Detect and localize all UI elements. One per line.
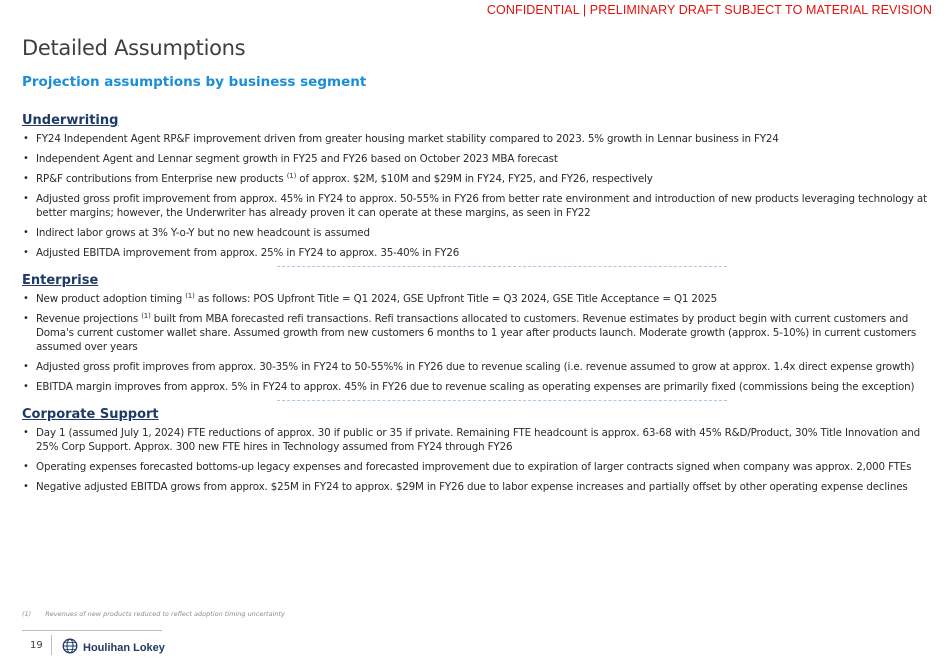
bullet-list	[22, 292, 932, 394]
section-enterprise	[22, 273, 932, 394]
bullet-item: • Revenue projections $^{(1)}$ built from MBA forecasted refi transactions. Refi transactions allocated to customers. Revenue estimates by product begin with current customers and Doma's current customer wallet share. Assumed growth from new customers 6 months to 1 year after products launch. Moderate growth (approx. 5-10%) in current customers assumed over years	[23, 312, 917, 353]
confidential-banner: CONFIDENTIAL | PRELIMINARY DRAFT SUBJECT TO MATERIAL REVISION	[486, 3, 932, 17]
bullet-item: • Adjusted EBITDA improvement from approx. 25% in FY24 to approx. 35-40% in FY26	[23, 247, 460, 259]
globe-icon	[62, 638, 78, 658]
page-subtitle: Projection assumptions by business segment	[22, 74, 367, 90]
footnote-text: Revenues of new products reduced to reflect adoption timing uncertainty	[45, 610, 285, 618]
section-divider	[277, 400, 727, 401]
bullet-item: • Independent Agent and Lennar segment growth in FY25 and FY26 based on October 2023 MBA forecast	[23, 153, 558, 165]
bullet-item: • Adjusted gross profit improvement from approx. 45% in FY24 to approx. 50-55% in FY26 from better rate environment and introduction of new products leveraging technology at better margins; however, the Underwriter has already proven it can operate at these margins, as seen in FY22	[23, 193, 927, 219]
footnote	[22, 610, 285, 618]
footnote-ref: (1)	[141, 312, 151, 320]
bullet-item: • Adjusted gross profit improves from approx. 30-35% in FY24 to 50-55%% in FY26 due to revenue scaling (i.e. revenue assumed to grow at approx. 1.4x direct expense growth)	[23, 361, 915, 373]
content-area	[22, 113, 932, 500]
bullet-item: • EBITDA margin improves from approx. 5% in FY24 to approx. 45% in FY26 due to revenue scaling as operating expenses are primarily fixed (commissions being the exception)	[23, 381, 915, 393]
footnote-number: (1)	[22, 610, 32, 618]
section-underwriting	[22, 113, 932, 260]
footnote-ref: (1)	[286, 172, 297, 180]
bullet-item: • Indirect labor grows at 3% Y-o-Y but no new headcount is assumed	[23, 227, 370, 239]
bullet-item: • RP&F contributions from Enterprise new products $^{(1)}$ of approx. $2M, $10M and $29M in FY24, FY25, and FY26, respectively	[23, 172, 653, 185]
bullet-item: • FY24 Independent Agent RP&F improvement driven from greater housing market stability compared to 2023. 5% growth in Lennar business in FY24	[23, 133, 779, 145]
bullet-list	[22, 132, 932, 260]
bullet-item: • New product adoption timing $^{(1)}$ as follows: POS Upfront Title = Q1 2024, GSE Upfront Title = Q3 2024, GSE Title Acceptance = Q1 2025	[23, 292, 718, 305]
brand-name: Houlihan Lokey	[83, 642, 165, 654]
brand-logo	[62, 638, 165, 658]
footer-separator	[51, 635, 52, 655]
bullet-item: • Day 1 (assumed July 1, 2024) FTE reductions of approx. 30 if public or 35 if private. Remaining FTE headcount is approx. 63-68 with 45% R&D/Product, 30% Title Innovation and 25% Corp Support. Approx. 300 new FTE hires in Technology assumed from FY24 through FY26	[23, 427, 921, 453]
section-title: Enterprise	[22, 273, 99, 288]
section-title: Corporate Support	[22, 407, 159, 422]
bullet-item: • Operating expenses forecasted bottoms-up legacy expenses and forecasted improvement due to expiration of larger contracts signed when company was approx. 2,000 FTEs	[23, 461, 912, 473]
bullet-item: • Negative adjusted EBITDA grows from approx. $25M in FY24 to approx. $29M in FY26 due to labor expense increases and partially offset by other operating expense declines	[23, 481, 908, 493]
footer-rule	[22, 630, 162, 631]
section-title: Underwriting	[22, 113, 119, 128]
page-title: Detailed Assumptions	[22, 36, 246, 60]
section-divider	[277, 266, 727, 267]
section-corporate-support	[22, 407, 932, 494]
footnote-ref: (1)	[185, 292, 195, 300]
bullet-list	[22, 426, 932, 494]
page-number: 19	[30, 640, 43, 651]
